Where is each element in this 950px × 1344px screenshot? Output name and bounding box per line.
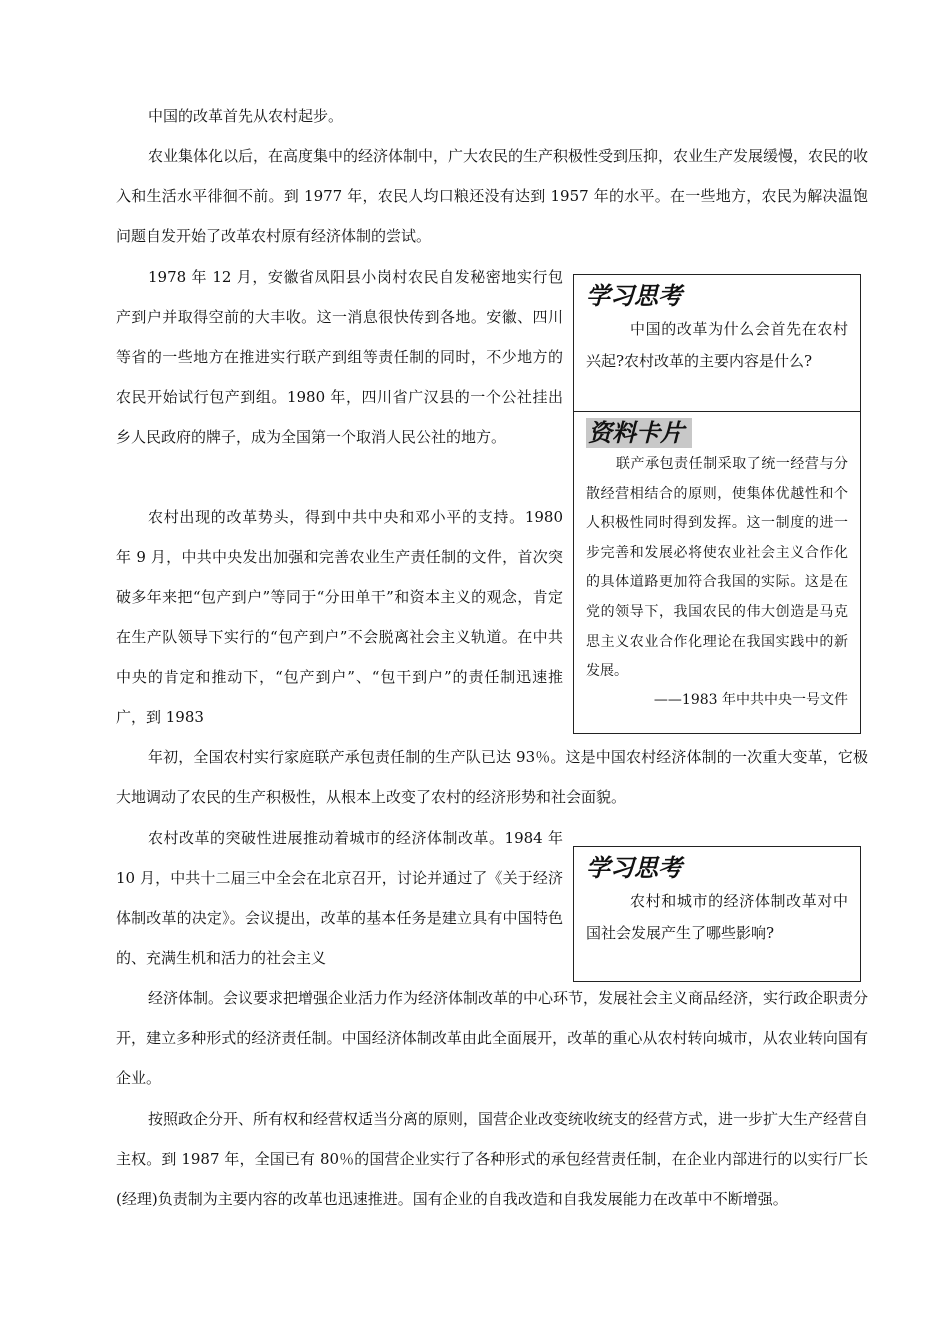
paragraph-central-support: 农村出现的改革势头，得到中共中央和邓小平的支持。1980 年 9 月，中共中央发出加强和完善农业生产责任制的文件，首次突破多年来把“包产到户”等同于“分田单干”和资本主义的观念，肯定在生产队领导下实行的“包产到户”不会脱离社会主义轨道。在中共中央的肯定和推动下，“包产到户”、“包干到户”的责任制迅速推广，到 1983 [116,508,563,726]
study-question-text: 农村和城市的经济体制改革对中国社会发展产生了哪些影响? [586,892,848,942]
study-question-title: 学习思考 [586,854,682,882]
paragraph-reform-tasks: 经济体制。会议要求把增强企业活力作为经济体制改革的中心环节，发展社会主义商品经济，实行政企职责分开，建立多种形式的经济责任制。中国经济体制改革由此全面展开，改革的重心从农村转向城市，从农业转向国有企业。 [116,989,869,1087]
info-card-source: ——1983 年中共中央一号文件 [653,691,848,708]
study-question-box-1 [573,274,861,412]
info-card-title: 资料卡片 [586,418,692,448]
study-question-title: 学习思考 [586,282,682,310]
info-card-text: 联产承包责任制采取了统一经营与分散经营相结合的原则，使集体优越性和个人积极性同时得到发挥。这一制度的进一步完善和发展必将使农业社会主义合作化的具体道路更加符合我国的实际。这是在党的领导下，我国农民的伟大创造是马克思主义农业合作化理论在我国实践中的新发展。 [586,456,848,680]
paragraph-household-responsibility: 年初，全国农村实行家庭联产承包责任制的生产队已达 93％。这是中国农村经济体制的一次重大变革，它极大地调动了农民的生产积极性，从根本上改变了农村的经济形势和社会面貌。 [116,748,868,806]
paragraph-state-enterprises: 按照政企分开、所有权和经营权适当分离的原则，国营企业改变统收统支的经营方式，进一步扩大生产经营自主权。到 1987 年，全国已有 80％的国营企业实行了各种形式的承包经营责任制，在企业内部进行的以实行厂长(经理)负责制为主要内容的改革也迅速推进。国有企业的自我改造和自我发展能力在改革中不断增强。 [116,1110,869,1208]
paragraph-urban-reform: 农村改革的突破性进展推动着城市的经济体制改革。1984 年 10 月，中共十二届三中全会在北京召开，讨论并通过了《关于经济体制改革的决定》。会议提出，改革的基本任务是建立具有中国特色的、充满生机和活力的社会主义 [116,829,563,967]
info-card-box [573,411,861,734]
study-question-box-2 [573,846,861,982]
study-question-text: 中国的改革为什么会首先在农村兴起?农村改革的主要内容是什么? [586,320,848,370]
paragraph-intro: 中国的改革首先从农村起步。 [148,107,344,125]
paragraph-xiaogang: 1978 年 12 月，安徽省凤阳县小岗村农民自发秘密地实行包产到户并取得空前的大丰收。这一消息很快传到各地。安徽、四川等省的一些地方在推进实行联产到组等责任制的同时，不少地方的农民开始试行包产到组。1980 年，四川省广汉县的一个公社挂出乡人民政府的牌子，成为全国第一个取消人民公社的地方。 [116,268,563,446]
paragraph-collectivization: 农业集体化以后，在高度集中的经济体制中，广大农民的生产积极性受到压抑，农业生产发展缓慢，农民的收入和生活水平徘徊不前。到 1977 年，农民人均口粮还没有达到 1957 年的水平。在一些地方，农民为解决温饱问题自发开始了改革农村原有经济体制的尝试。 [116,147,869,245]
